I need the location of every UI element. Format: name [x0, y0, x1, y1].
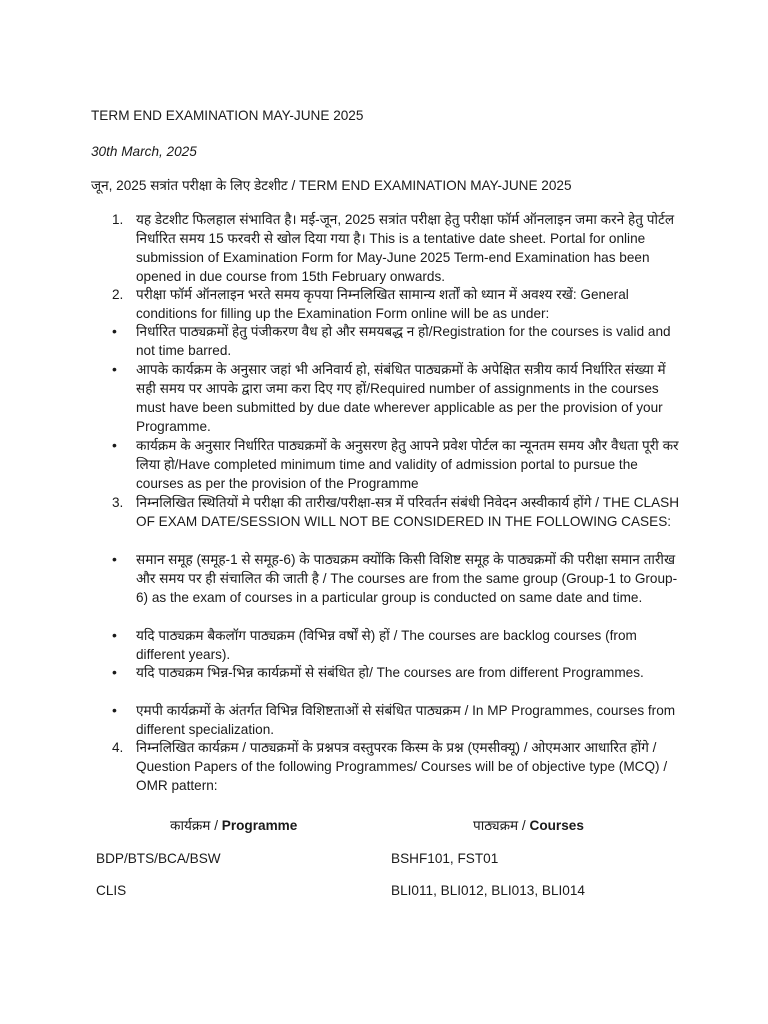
list-item-text: कार्यक्रम के अनुसार निर्धारित पाठ्यक्रमों के अनुसरण हेतु आपने प्रवेश पोर्टल का न्यूनतम समय और वैधता पूरी कर लिया हो/Have completed minimum time and validity of admission portal to pursue the courses as per the provision of the Programme — [136, 438, 679, 491]
instruction-list — [112, 210, 684, 795]
table-cell-programme: CLIS — [96, 883, 127, 898]
bullet-icon: • — [112, 702, 117, 718]
list-item — [112, 738, 684, 795]
document-date: 30th March, 2025 — [91, 144, 197, 159]
table-cell-courses: BLI011, BLI012, BLI013, BLI014 — [391, 883, 585, 898]
table-header-courses: पाठ्यक्रम / Courses — [473, 818, 584, 833]
document-subtitle: जून, 2025 सत्रांत परीक्षा के लिए डेटशीट / TERM END EXAMINATION MAY-JUNE 2025 — [91, 178, 572, 193]
list-item — [112, 626, 684, 663]
list-item — [112, 493, 684, 550]
list-item-text: निम्नलिखित स्थितियों मे परीक्षा की तारीख/परीक्षा-सत्र में परिवर्तन संबंधी निवेदन अस्वीकार्य होंगे / THE CLASH OF EXAM DATE/SESSION WILL NOT BE CONSIDERED IN THE FOLLOWING CASES: — [136, 495, 680, 529]
list-item — [112, 322, 684, 360]
list-item-text: समान समूह (समूह-1 से समूह-6) के पाठ्यक्रम क्योंकि किसी विशिष्ट समूह के पाठ्यक्रमों की परीक्षा समान तारीख और समय पर ही संचालित की जाती है / The courses are from the same group (Group-1 to Group-6) as the exam of courses in a particular group is conducted on same date and time. — [136, 552, 678, 605]
list-item-text: यदि पाठ्यक्रम भिन्न-भिन्न कार्यक्रमों से संबंधित हो/ The courses are from different Programmes. — [136, 665, 644, 680]
list-item-text: आपके कार्यक्रम के अनुसार जहां भी अनिवार्य हो, संबंधित पाठ्यक्रमों के अपेक्षित सत्रीय कार्य निर्धारित संख्या में सही समय पर आपके द्वारा जमा करा दिए गए हों/Required number of assignments in the courses must have been submitted by due date wherever applicable as per the provision of your Programme. — [136, 362, 666, 434]
list-marker: 2. — [112, 287, 124, 302]
list-item — [112, 701, 684, 738]
list-item — [112, 663, 684, 701]
list-item-text: यदि पाठ्यक्रम बैकलॉग पाठ्यक्रम (विभिन्न वर्षों से) हों / The courses are backlog courses (from different years). — [136, 628, 637, 662]
table-cell-courses: BSHF101, FST01 — [391, 851, 499, 866]
list-item-text: यह डेटशीट फिलहाल संभावित है। मई-जून, 2025 सत्रांत परीक्षा हेतु परीक्षा फॉर्म ऑनलाइन जमा करने हेतु पोर्टल निर्धारित समय 15 फरवरी से खोल दिया गया है। This is a tentative date sheet. Portal for online submission of Examination Form for May-June 2025 Term-end Examination has been opened in due course from 15th February onwards. — [136, 212, 675, 284]
table-cell-programme: BDP/BTS/BCA/BSW — [96, 851, 221, 866]
bullet-icon: • — [112, 551, 117, 567]
bullet-icon: • — [112, 437, 117, 453]
list-item-text: एमपी कार्यक्रमों के अंतर्गत विभिन्न विशिष्टताओं से संबंधित पाठ्यक्रम / In MP Programmes, courses from different specialization. — [136, 703, 676, 737]
document-title: TERM END EXAMINATION MAY-JUNE 2025 — [91, 108, 364, 123]
list-item — [112, 360, 684, 436]
list-marker: 1. — [112, 212, 124, 227]
list-item — [112, 550, 684, 626]
list-marker: 4. — [112, 740, 124, 755]
bullet-icon: • — [112, 361, 117, 377]
list-item — [112, 210, 684, 285]
list-marker: 3. — [112, 495, 124, 510]
bullet-icon: • — [112, 627, 117, 643]
bullet-icon: • — [112, 664, 117, 680]
list-item-text: निर्धारित पाठ्यक्रमों हेतु पंजीकरण वैध हो और समयबद्ध न हो/Registration for the courses is valid and not time barred. — [136, 324, 671, 358]
bullet-icon: • — [112, 323, 117, 339]
list-item-text: परीक्षा फॉर्म ऑनलाइन भरते समय कृपया निम्नलिखित सामान्य शर्तों को ध्यान में अवश्य रखें: General conditions for filling up the Examination Form online will be as under: — [136, 287, 629, 321]
table-header-programme: कार्यक्रम / Programme — [170, 818, 298, 833]
list-item — [112, 436, 684, 493]
list-item — [112, 285, 684, 322]
list-item-text: निम्नलिखित कार्यक्रम / पाठ्यक्रमों के प्रश्नपत्र वस्तुपरक किस्म के प्रश्न (एमसीक्यू) / ओएमआर आधारित होंगे / Question Papers of the following Programmes/ Courses will be of objective type (MCQ) / OMR pattern: — [136, 740, 668, 793]
